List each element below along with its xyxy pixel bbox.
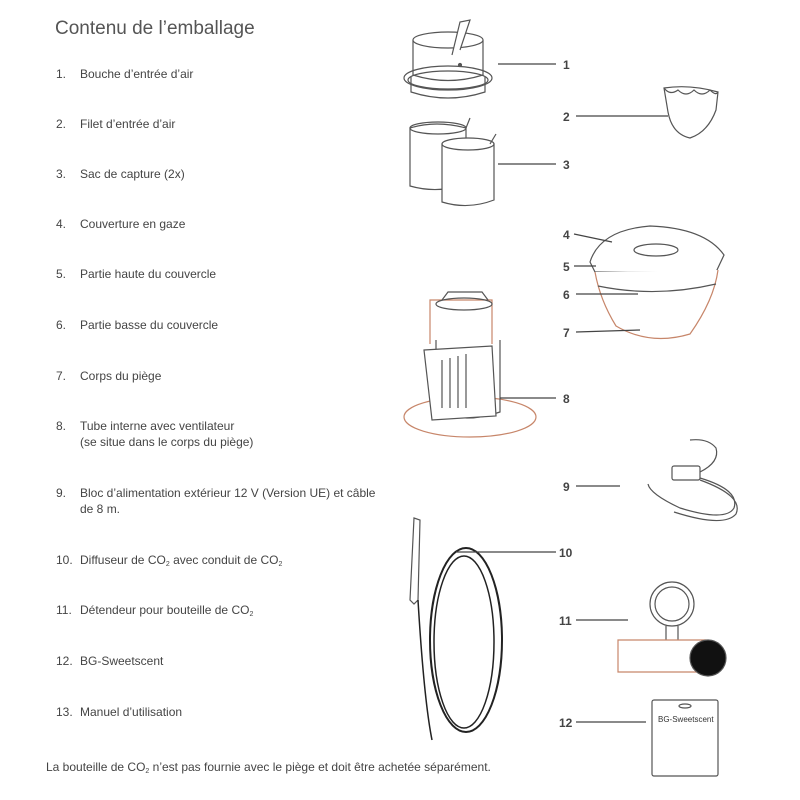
item-label: Détendeur pour bouteille de $CO_2$ [80, 603, 254, 618]
sachet-label: BG-Sweetscent [658, 715, 714, 724]
item-label: Partie haute du couvercle [80, 267, 217, 281]
item-number: 11. [56, 603, 72, 617]
item-label: Corps du piège [80, 369, 162, 383]
sweetscent-drawing [652, 700, 718, 776]
item-label: Partie basse du couvercle [80, 318, 219, 332]
item-number: 3. [56, 167, 67, 181]
regulator-drawing [618, 582, 726, 676]
callout-number: 1 [563, 58, 570, 72]
callout-number: 7 [563, 326, 570, 340]
callout-number: 9 [563, 480, 570, 494]
inner-tube-drawing [404, 292, 536, 437]
item-number: 7. [56, 369, 67, 383]
callout-number: 4 [563, 228, 570, 242]
item-label: Filet d’entrée d’air [80, 117, 176, 131]
callout-number: 11 [559, 614, 572, 628]
item-number: 1. [56, 67, 67, 81]
callout-number: 8 [563, 392, 570, 406]
callout-number: 5 [563, 260, 570, 274]
catch-bags-drawing [410, 118, 496, 206]
item-number: 4. [56, 217, 67, 231]
power-supply-drawing [648, 440, 737, 521]
item-label: Bloc d’alimentation extérieur 12 V (Version UE) et câble de 8 m. [80, 486, 376, 516]
item-label: Tube interne avec ventilateur (se situe dans le corps du piège) [80, 419, 254, 449]
callout-number: 2 [563, 110, 570, 124]
callout-number: 12 [559, 716, 573, 730]
callout-number: 6 [563, 288, 570, 302]
item-number: 5. [56, 267, 67, 281]
item-number: 6. [56, 318, 67, 332]
air-inlet-net-drawing [664, 87, 718, 138]
footer-note: La bouteille de $CO_2$ n’est pas fournie avec le piège et doit être achetée séparément. [46, 760, 491, 775]
co2-diffuser-drawing [410, 518, 502, 740]
item-number: 13. [56, 705, 73, 719]
item-number: 12. [56, 654, 73, 668]
trap-lid-drawing [590, 226, 724, 339]
item-label: Couverture en gaze [80, 217, 186, 231]
item-label: Manuel d’utilisation [80, 705, 183, 719]
item-label: BG-Sweetscent [80, 654, 164, 668]
callout-number: 3 [563, 158, 570, 172]
item-label: Sac de capture (2x) [80, 167, 185, 181]
callout-line [574, 234, 612, 242]
page-title: Contenu de l’emballage [55, 18, 255, 39]
callout-number: 10 [559, 546, 573, 560]
air-inlet-drawing [404, 20, 492, 98]
item-number: 8. [56, 419, 67, 433]
item-number: 2. [56, 117, 67, 131]
item-label: Bouche d’entrée d’air [80, 67, 194, 81]
item-number: 10. [56, 553, 73, 567]
item-number: 9. [56, 486, 67, 500]
item-label: Diffuseur de $CO_2$ avec conduit de $CO_2$ [80, 553, 283, 568]
